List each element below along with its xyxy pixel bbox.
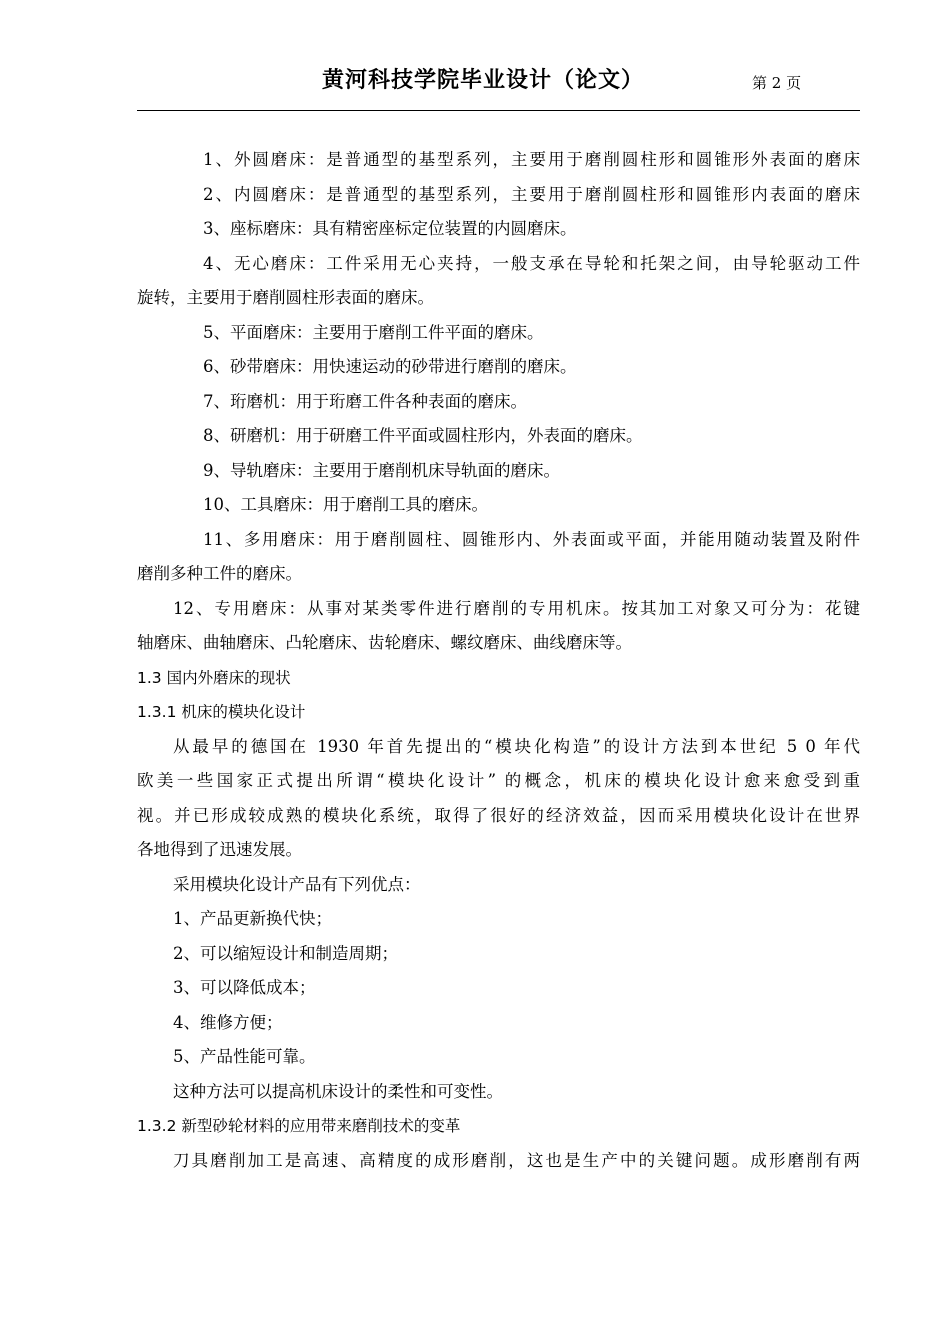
list-item-surface-grinder: 5、平面磨床：主要用于磨削工件平面的磨床。 — [203, 322, 544, 342]
list-item-external-grinder: 1、外圆磨床：是普通型的基型系列，主要用于磨削圆柱形和圆锥形外表面的磨床 — [203, 150, 860, 169]
section-heading-1-3-1: 1.3.1 机床的模块化设计 — [137, 703, 306, 721]
paragraph-modular-design-line-1: 从最早的德国在 1930 年首先提出的“模块化构造”的设计方法到本世纪 5 0 年代 — [173, 736, 860, 756]
paragraph-flexibility: 这种方法可以提高机床设计的柔性和可变性。 — [173, 1081, 503, 1101]
list-item-special-grinder: 12、专用磨床：从事对某类零件进行磨削的专用机床。按其加工对象又可分为：花键 — [173, 598, 860, 618]
list-item-special-grinder-continued: 轴磨床、曲轴磨床、凸轮磨床、齿轮磨床、螺纹磨床、曲线磨床等。 — [137, 633, 632, 652]
document-body — [137, 143, 860, 1178]
page-number: 第 2 页 — [752, 74, 802, 92]
list-item-coordinate-grinder: 3、座标磨床：具有精密座标定位装置的内圆磨床。 — [203, 219, 577, 238]
list-item-guideway-grinder: 9、导轨磨床：主要用于磨削机床导轨面的磨床。 — [203, 460, 560, 480]
document-header-title: 黄河科技学院毕业设计（论文） — [322, 67, 645, 93]
list-item-centerless-grinder: 4、无心磨床：工件采用无心夹持，一般支承在导轮和托架之间，由导轮驱动工件 — [203, 253, 860, 273]
list-item-tool-grinder: 10、工具磨床：用于磨削工具的磨床。 — [203, 495, 488, 514]
paragraph-modular-design-line-4: 各地得到了迅速发展。 — [137, 840, 302, 859]
list-item-advantage-3: 3、可以降低成本； — [173, 978, 316, 997]
list-item-advantage-4: 4、维修方便； — [173, 1012, 283, 1032]
list-item-advantage-1: 1、产品更新换代快； — [173, 909, 332, 928]
section-heading-1-3-2: 1.3.2 新型砂轮材料的应用带来磨削技术的变革 — [137, 1117, 461, 1135]
paragraph-modular-design-line-2: 欧美一些国家正式提出所谓“模块化设计” 的概念，机床的模块化设计愈来愈受到重 — [137, 771, 860, 790]
list-item-centerless-grinder-continued: 旋转，主要用于磨削圆柱形表面的磨床。 — [137, 288, 434, 307]
section-heading-1-3: 1.3 国内外磨床的现状 — [137, 668, 291, 687]
paragraph-modular-design-line-3: 视。并已形成较成熟的模块化系统，取得了很好的经济效益，因而采用模块化设计在世界 — [137, 805, 860, 825]
header-divider — [137, 110, 860, 111]
list-item-multipurpose-grinder: 11、多用磨床：用于磨削圆柱、圆锥形内、外表面或平面，并能用随动装置及附件 — [203, 529, 860, 549]
list-item-multipurpose-grinder-continued: 磨削多种工件的磨床。 — [137, 564, 302, 583]
list-item-advantage-2: 2、可以缩短设计和制造周期； — [173, 943, 398, 963]
paragraph-advantages-intro: 采用模块化设计产品有下列优点： — [173, 874, 421, 894]
list-item-belt-grinder: 6、砂带磨床：用快速运动的砂带进行磨削的磨床。 — [203, 357, 577, 376]
list-item-internal-grinder: 2、内圆磨床：是普通型的基型系列，主要用于磨削圆柱形和圆锥形内表面的磨床 — [203, 184, 860, 204]
list-item-lapping-machine: 8、研磨机：用于研磨工件平面或圆柱形内，外表面的磨床。 — [203, 426, 643, 445]
list-item-honing-machine: 7、珩磨机：用于珩磨工件各种表面的磨床。 — [203, 391, 527, 411]
list-item-advantage-5: 5、产品性能可靠。 — [173, 1047, 316, 1066]
paragraph-tool-grinding: 刀具磨削加工是高速、高精度的成形磨削，这也是生产中的关键问题。成形磨削有两 — [173, 1150, 860, 1170]
